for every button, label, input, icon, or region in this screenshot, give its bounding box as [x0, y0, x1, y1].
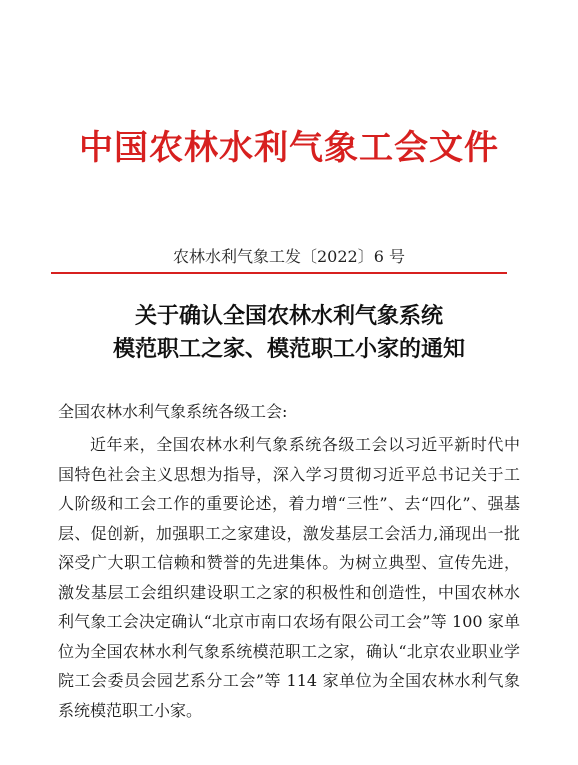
notice-title-line-1: 关于确认全国农林水利气象系统	[134, 303, 443, 329]
masthead-title: 中国农林水利气象工会文件	[79, 128, 499, 168]
body-line: 人阶级和工会工作的重要论述，着力增“三性”、去“四化”、强基	[58, 494, 520, 513]
body-line: 激发基层工会组织建设职工之家的积极性和创造性，中国农林水	[58, 582, 520, 602]
body-line: 近年来，全国农林水利气象系统各级工会以习近平新时代中	[90, 435, 520, 454]
notice-title	[0, 300, 578, 366]
document-number: 农林水利气象工发〔2022〕6 号	[173, 247, 405, 266]
notice-title-line-2: 模范职工之家、模范职工小家的通知	[112, 336, 465, 362]
salutation: 全国农林水利气象系统各级工会:	[58, 402, 288, 421]
body-line: 位为全国农林水利气象系统模范职工之家，确认“北京农业职业学	[58, 641, 520, 661]
body-line: 层、促创新，加强职工之家建设，激发基层工会活力,涌现出一批	[58, 523, 520, 543]
body-line: 系统模范职工小家。	[58, 700, 203, 720]
body-line: 国特色社会主义思想为指导，深入学习贯彻习近平总书记关于工	[58, 464, 520, 484]
body-paragraph	[58, 430, 520, 725]
body-line: 利气象工会决定确认“北京市南口农场有限公司工会”等 100 家单	[58, 612, 520, 631]
red-divider-line	[51, 272, 507, 274]
body-line: 院工会委员会园艺系分工会”等 114 家单位为全国农林水利气象	[58, 671, 520, 690]
body-line: 深受广大职工信赖和赞誉的先进集体。为树立典型、宣传先进，	[58, 553, 520, 572]
